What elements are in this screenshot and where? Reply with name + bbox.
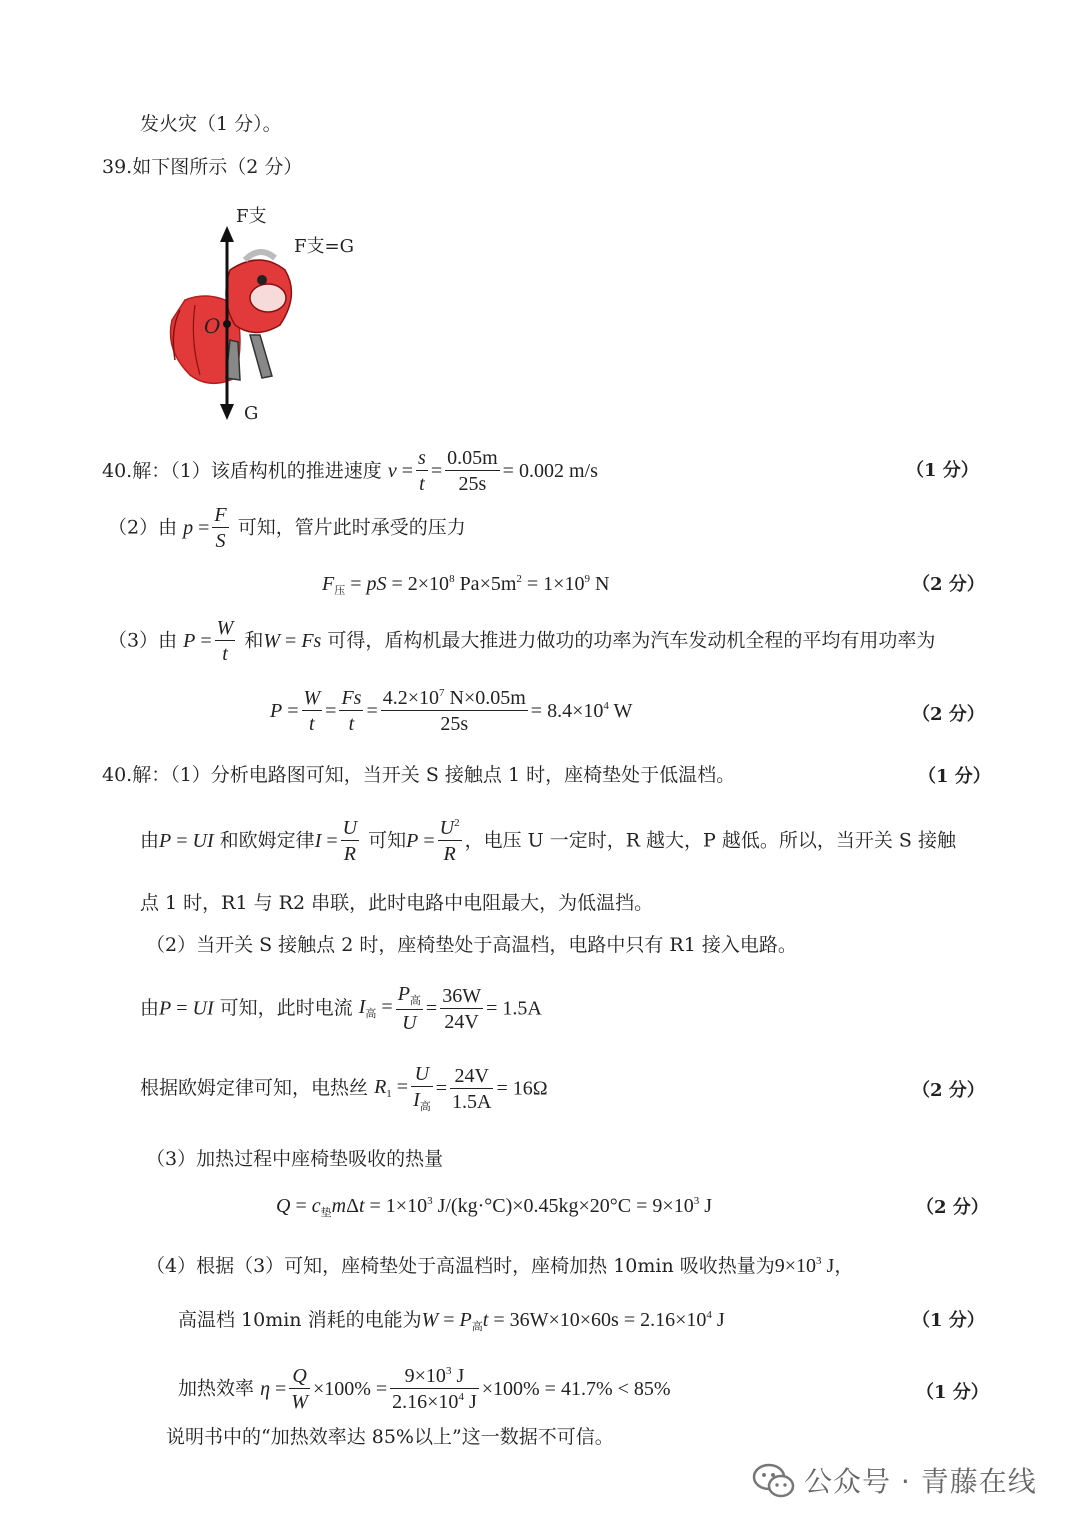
score-40a-3: （2 分） [912, 704, 985, 725]
q40a-part3: （3）由 P = $\frac{W}{t}$ 和W = Fs 可得，盾构机最大推进力做功的功率为汽车发动机全程的平均有用功率为 [108, 617, 936, 665]
score-40b-3: （2 分） [916, 1197, 989, 1218]
score-40b-1: （1 分） [918, 766, 991, 787]
power-formula: P = $\frac{W}{t}$ = $\frac{Fs}{t}$ = $\frac{4.2\times 10^7 N\times 0.05m}{25s}$ = $8.4\times 10^4$ W [270, 687, 633, 735]
score-40a-2: （2 分） [912, 574, 985, 595]
origin-label: O [204, 314, 221, 338]
q40b-line-g: （3）加热过程中座椅垫吸收的热量 [146, 1148, 444, 1170]
score-40b-2: （2 分） [912, 1080, 985, 1101]
watermark-text: 公众号 · 青藤在线 [804, 1465, 1037, 1498]
f-support-label: F支 [236, 206, 267, 227]
q40a-part2: （2）由 p = $\frac{F}{S}$ 可知，管片此时承受的压力 [108, 504, 466, 552]
q40b-head: 40.解：（1）分析电路图可知，当开关 S 接触点 1 时，座椅垫处于低温档。 [102, 764, 736, 786]
q40b-line-c: 点 1 时，R1 与 R2 串联，此时电路中电阻最大，为低温挡。 [140, 892, 654, 914]
heat-formula: $Q = c_垫m\Delta t = 1\times 10^3$ $J/(kg\cdot^\circ C)\times 0.45kg\times 20^\circ C = 9\times 10^3$ J [276, 1195, 712, 1219]
force-equation: F支=G [294, 236, 354, 257]
score-40b-5: （1 分） [916, 1382, 989, 1403]
q39-title: 39.如下图所示（2 分） [102, 156, 303, 178]
score-40a-1: （1 分） [906, 460, 979, 481]
intro-text: 发火灾（1 分）。 [140, 113, 282, 135]
q40b-line-e: 由P = UI 可知，此时电流 $I_高$ = $\frac{P_高}{U}$ = $\frac{36W}{24V}$ = 1.5A [140, 983, 542, 1034]
q40b-line-i: 高温档 10min 消耗的电能为$W = P_高t = 36W\times 10\times 60s = 2.16\times 10^4$ J [178, 1309, 725, 1333]
wechat-icon [752, 1462, 796, 1500]
pressure-formula: $F_压$ = pS = $2\times 10^8$ $Pa\times 5m^2 = 1\times 10^9$ N [322, 573, 610, 597]
q40a-part1: 40.解：（1）该盾构机的推进速度 v = $\frac{s}{t}$ = $\frac{0.05m}{25s}$ = 0.002 m/s [102, 447, 598, 495]
q40b-conclusion: 说明书中的“加热效率达 85%以上”这一数据不可信。 [166, 1426, 614, 1448]
q40b-line-f: 根据欧姆定律可知，电热丝 $R_1$ = $\frac{U}{I_高}$ = $\frac{24V}{1.5A}$ = 16Ω [140, 1063, 548, 1113]
lion-dance-figure [150, 200, 370, 430]
q40b-line-d: （2）当开关 S 接触点 2 时，座椅垫处于高温档，电路中只有 R1 接入电路。 [146, 934, 797, 956]
q40b-line-h: （4）根据（3）可知，座椅垫处于高温档时，座椅加热 10min 吸收热量为$9\times 10^3$ J， [146, 1255, 854, 1277]
q40b-line-j: 加热效率 η = $\frac{Q}{W}$ ×100% = $\frac{9\times 10^3 J}{2.16\times 10^4 J}$ ×100% = 41.7% < 85% [178, 1365, 671, 1413]
gravity-label: G [244, 403, 259, 424]
score-40b-4: （1 分） [912, 1310, 985, 1331]
q40b-line-b: 由P = UI 和欧姆定律I = $\frac{U}{R}$ 可知P = $\frac{U^2}{R}$ ，电压 U 一定时，R 越大，P 越低。所以，当开关 S 接触 [140, 817, 956, 865]
